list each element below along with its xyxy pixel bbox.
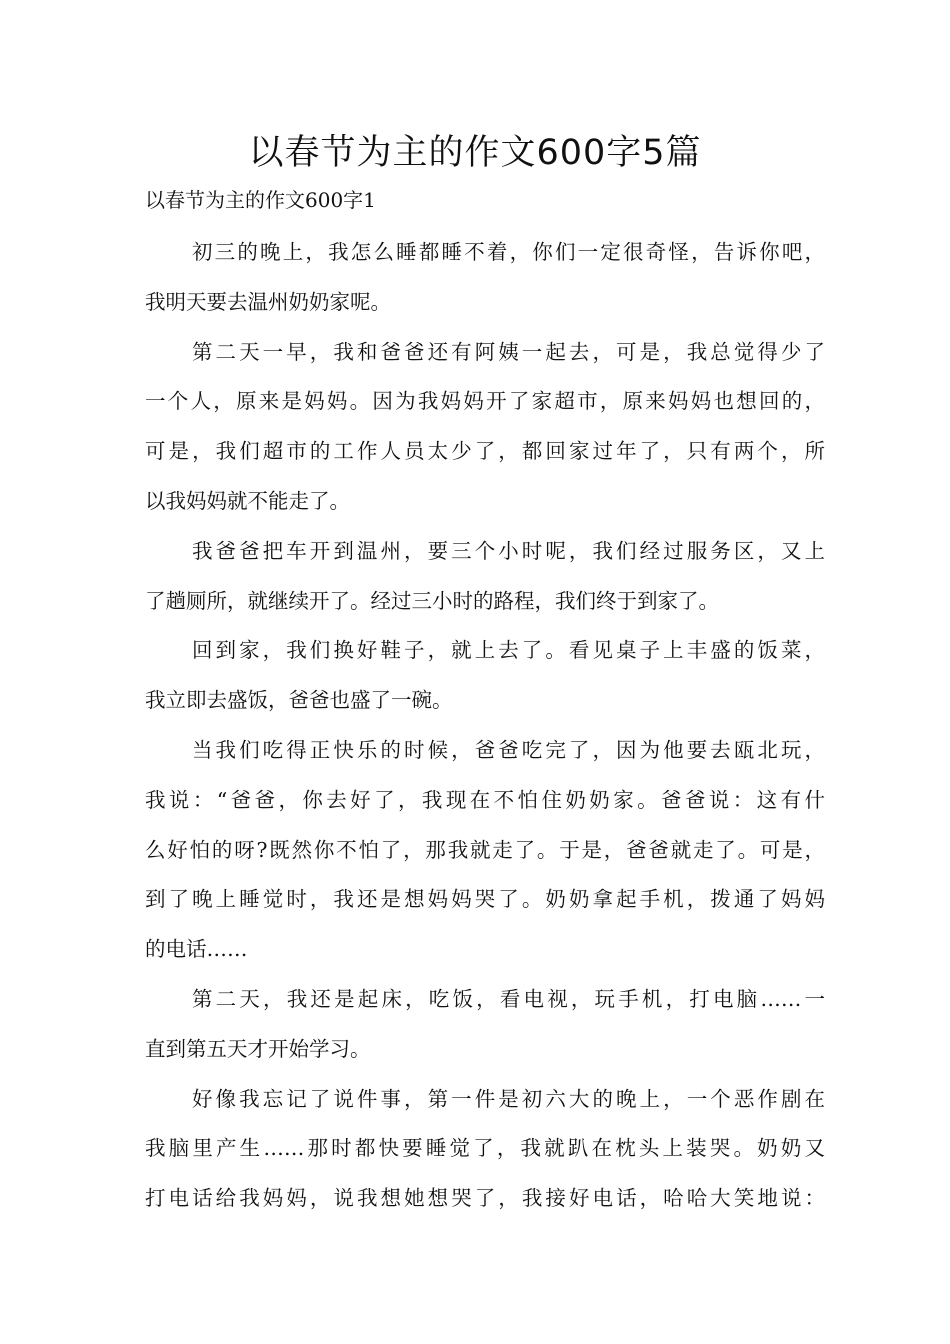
document-title: 以春节为主的作文600字5篇 bbox=[248, 133, 702, 173]
essay-line: 第二天一早，我和爸爸还有阿姨一起去，可是，我总觉得少了 bbox=[192, 340, 825, 364]
essay-line: 好像我忘记了说件事，第一件是初六大的晚上，一个恶作剧在 bbox=[192, 1087, 825, 1111]
essay-line: 第二天，我还是起床，吃饭，看电视，玩手机，打电脑……一 bbox=[192, 987, 825, 1011]
essay-line: 直到第五天才开始学习。 bbox=[145, 1037, 371, 1061]
essay-line: 么好怕的呀?既然你不怕了，那我就走了。于是，爸爸就走了。可是， bbox=[145, 838, 825, 862]
essay-line: 我脑里产生……那时都快要睡觉了，我就趴在枕头上装哭。奶奶又 bbox=[145, 1136, 825, 1160]
essay-line: 我明天要去温州奶奶家呢。 bbox=[145, 290, 391, 314]
essay-line: 打电话给我妈妈，说我想她想哭了，我接好电话，哈哈大笑地说： bbox=[145, 1186, 825, 1210]
essay-line: 以我妈妈就不能走了。 bbox=[145, 489, 350, 513]
essay-line: 我立即去盛饭，爸爸也盛了一碗。 bbox=[145, 688, 453, 712]
essay-line: 回到家，我们换好鞋子，就上去了。看见桌子上丰盛的饭菜， bbox=[192, 638, 825, 662]
essay-subtitle: 以春节为主的作文600字1 bbox=[145, 188, 376, 212]
essay-line: 一个人，原来是妈妈。因为我妈妈开了家超市，原来妈妈也想回的， bbox=[145, 389, 825, 413]
essay-line: 初三的晚上，我怎么睡都睡不着，你们一定很奇怪，告诉你吧， bbox=[192, 240, 825, 264]
essay-line: 了趟厕所，就继续开了。经过三小时的路程，我们终于到家了。 bbox=[145, 589, 719, 613]
essay-line: 可是，我们超市的工作人员太少了，都回家过年了，只有两个，所 bbox=[145, 439, 825, 463]
essay-line: 我爸爸把车开到温州，要三个小时呢，我们经过服务区，又上 bbox=[192, 539, 825, 563]
essay-line: 的电话…… bbox=[145, 937, 248, 961]
essay-line: 到了晚上睡觉时，我还是想妈妈哭了。奶奶拿起手机，拨通了妈妈 bbox=[145, 887, 825, 911]
essay-line: 当我们吃得正快乐的时候，爸爸吃完了，因为他要去瓯北玩， bbox=[192, 738, 825, 762]
essay-line: 我说：“爸爸，你去好了，我现在不怕住奶奶家。爸爸说：这有什 bbox=[145, 788, 825, 812]
